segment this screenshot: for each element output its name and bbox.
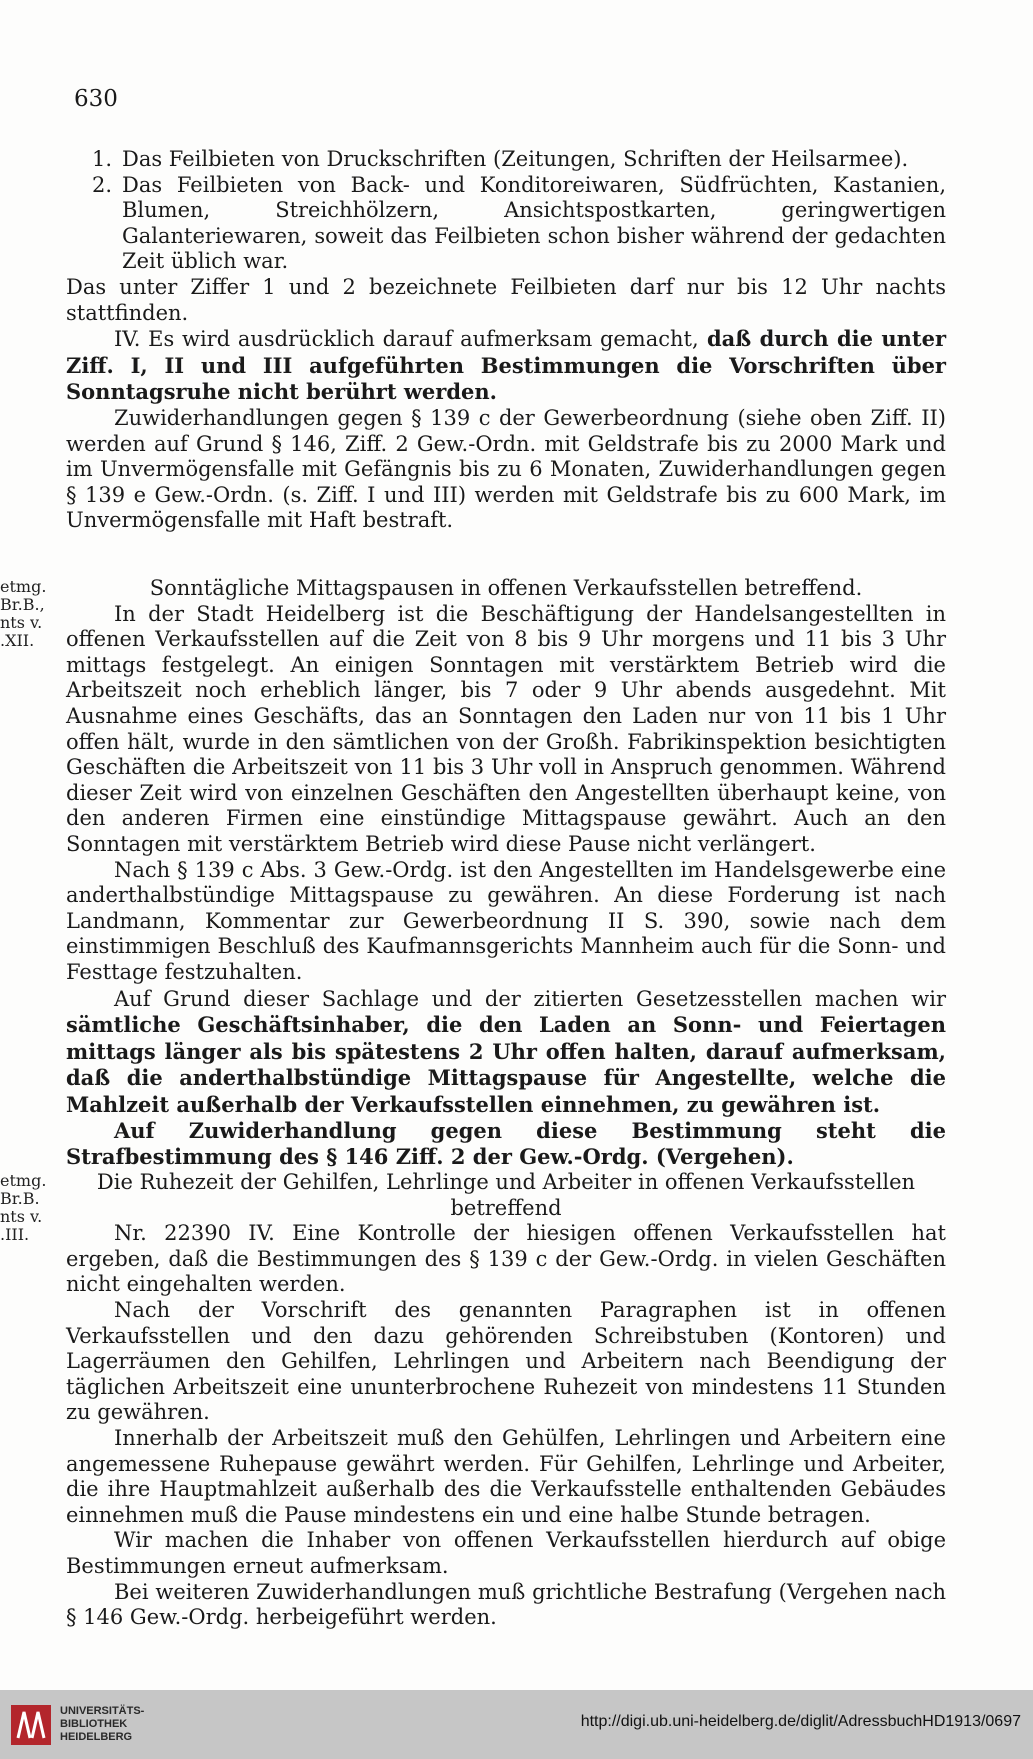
permalink-url[interactable]: http://digi.ub.uni-heidelberg.de/diglit/AdressbuchHD1913/0697 (580, 1713, 1021, 1730)
paragraph: Wir machen die Inhaber von offenen Verkaufsstellen hierdurch auf obige Bestimmungen erneut aufmerksam. (66, 1528, 946, 1578)
list-item-number: 2. (91, 172, 112, 197)
library-name: UNIVERSITÄTS- BIBLIOTHEK HEIDELBERG (60, 1705, 145, 1743)
list-item-text: Das Feilbieten von Druckschriften (Zeitungen, Schriften der Heilsarmee). (122, 147, 909, 171)
section-heading: Die Ruhezeit der Gehilfen, Lehrlinge und Arbeiter in offenen Verkaufsstellen betreffend (96, 1170, 916, 1220)
paragraph: Innerhalb der Arbeitszeit muß den Gehülfen, Lehrlingen und Arbeitern eine angemessene Ruhepause gewährt werden. Für Gehilfen, Lehrlinge und Arbeiter, die ihre Hauptmahlzeit außerhalb des die Verkaufsstelle enthaltenden Gebäudes einnehmen muß die Pause mindestens ein und eine halbe Stunde betragen. (66, 1425, 946, 1527)
list-item (66, 173, 946, 275)
section-continuation (66, 147, 946, 534)
margin-note: etmg. Br.B. nts v. .III. (0, 1172, 47, 1244)
paragraph: Nach § 139 c Abs. 3 Gew.-Ordg. ist den Angestellten im Handelsgewerbe eine anderthalbstündige Mittagspause zu gewähren. An diese Forderung ist nach Landmann, Kommentar zur Gewerbeordnung II S. 390, sowie nach dem einstimmigen Beschluß des Kaufmannsgerichts Mannheim auch für die Sonn- und Festtage festzuhalten. (66, 857, 946, 984)
footer-bar (0, 1690, 1033, 1759)
list-item-text: Das Feilbieten von Back- und Konditoreiwaren, Südfrüchten, Kastanien, Blumen, Streichhölzern, Ansichtspostkarten, geringwertigen Galanteriewaren, soweit das Feilbieten schon bisher während der gedachten Zeit üblich war. (122, 172, 946, 274)
paragraph: Das unter Ziffer 1 und 2 bezeichnete Feilbieten darf nur bis 12 Uhr nachts stattfinden. (66, 274, 946, 325)
list-item-number: 1. (91, 147, 112, 171)
page-number: 630 (74, 86, 118, 112)
section-heading: Sonntägliche Mittagspausen in offenen Verkaufsstellen betreffend. (149, 576, 863, 600)
list-item (66, 147, 946, 173)
paragraph: In der Stadt Heidelberg ist die Beschäftigung der Handelsangestellten in offenen Verkaufsstellen auf die Zeit von 8 bis 9 Uhr morgens und 11 bis 3 Uhr mittags festgelegt. An einigen Sonntagen mit verstärktem Betrieb wird die Arbeitszeit noch erheblich länger, bis 7 oder 9 Uhr abends ausgedehnt. Mit Ausnahme eines Geschäfts, das an Sonntagen den Laden nur von 11 bis 1 Uhr offen hält, wurde in den sämtlichen von der Großh. Fabrikinspektion besichtigten Geschäften die Arbeitszeit von 11 bis 3 Uhr voll in Anspruch genommen. Während dieser Zeit wird von einzelnen Geschäften den Angestellten überhaupt keine, von den anderen Firmen eine einstündige Mittagspause gewährt. Auch an den Sonntagen mit verstärktem Betrieb wird diese Pause nicht verlängert. (66, 601, 946, 856)
paragraph-notice: IV. Es wird ausdrücklich darauf aufmerksam gemacht, daß durch die unter Ziff. I, II und III aufgeführten Bestimmungen die Vorschriften über Sonntagsruhe nicht berührt werden. (66, 326, 947, 405)
section-rest-periods (66, 1170, 946, 1631)
paragraph: Nr. 22390 IV. Eine Kontrolle der hiesigen offenen Verkaufsstellen hat ergeben, daß die Bestimmungen des § 139 c der Gew.-Ordg. in vielen Geschäften nicht eingehalten werden. (66, 1221, 946, 1297)
paragraph-notice: Auf Grund dieser Sachlage und der zitierten Gesetzesstellen machen wir sämtliche Geschäftsinhaber, die den Laden an Sonn- und Feiertagen mittags länger als bis spätestens 2 Uhr offen halten, darauf aufmerksam, daß die anderthalbstündige Mittagspause für Angestellte, welche die Mahlzeit außerhalb der Verkaufsstellen einnehmen, zu gewähren ist. (66, 986, 946, 1117)
paragraph: Bei weiteren Zuwiderhandlungen muß grichtliche Bestrafung (Vergehen nach § 146 Gew.-Ordg. herbeigeführt werden. (66, 1579, 946, 1630)
section-sunday-lunch-breaks (66, 576, 946, 1170)
paragraph-penalty: Auf Zuwiderhandlung gegen diese Bestimmung steht die Strafbestimmung des § 146 Ziff. 2 der Gew.-Ordg. (Vergehen). (66, 1118, 946, 1170)
paragraph-penalties: Zuwiderhandlungen gegen § 139 c der Gewerbeordnung (siehe oben Ziff. II) werden auf Grund § 146, Ziff. 2 Gew.-Ordn. mit Geldstrafe bis zu 2000 Mark und im Unvermögensfalle mit Gefängnis bis zu 6 Monaten, Zuwiderhandlungen gegen § 139 e Gew.-Ordn. (s. Ziff. I und III) werden mit Geldstrafe bis zu 600 Mark, im Unvermögensfalle mit Haft bestraft. (66, 405, 946, 533)
ub-heidelberg-logo-icon (10, 1704, 52, 1746)
paragraph: Nach der Vorschrift des genannten Paragraphen ist in offenen Verkaufsstellen und den dazu gehörenden Schreibstuben (Kontoren) und Lagerräumen den Gehilfen, Lehrlingen und Arbeitern nach Beendigung der täglichen Arbeitszeit eine ununterbrochene Ruhezeit von mindestens 11 Stunden zu gewähren. (66, 1297, 946, 1425)
margin-note: etmg. Br.B., nts v. .XII. (0, 578, 47, 650)
